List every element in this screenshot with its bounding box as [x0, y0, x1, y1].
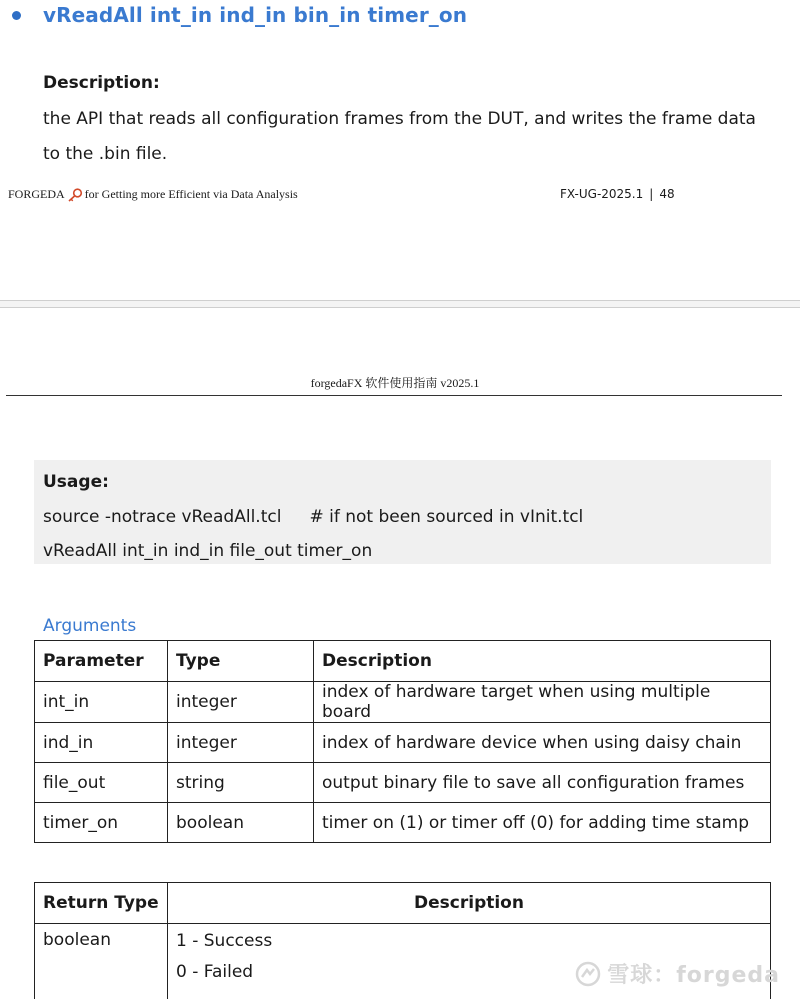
return-value-success: 1 - Success [176, 931, 273, 951]
description-line-1: the API that reads all configuration frames from the DUT, and writes the frame data [43, 109, 756, 129]
footer-tagline: for Getting more Efficient via Data Analysis [84, 187, 298, 201]
return-type-value: boolean [35, 924, 168, 999]
header-parameter: Parameter [35, 641, 168, 682]
arguments-title: Arguments [43, 616, 137, 636]
bullet-icon [12, 11, 21, 20]
param-name: int_in [35, 682, 168, 723]
footer-page-number: 48 [659, 187, 675, 201]
table-row [35, 682, 771, 723]
table-row [35, 763, 771, 803]
watermark [575, 958, 780, 989]
usage-line-1 [43, 507, 583, 527]
footer-doc-id: FX-UG-2025.1 [560, 187, 644, 201]
snowball-logo-icon [575, 961, 601, 987]
page-footer [8, 187, 800, 207]
watermark-text: 雪球：forgeda [607, 963, 780, 988]
key-icon [67, 188, 83, 202]
footer-page-info [560, 187, 675, 201]
heading-title: vReadAll int_in ind_in bin_in timer_on [43, 3, 468, 27]
return-value-failed: 0 - Failed [176, 962, 254, 982]
param-type: integer [168, 682, 314, 723]
param-description: timer on (1) or timer off (0) for adding time stamp [314, 803, 771, 843]
param-description: index of hardware target when using multiple board [314, 682, 771, 723]
param-name: timer_on [35, 803, 168, 843]
table-row [35, 723, 771, 763]
param-description: output binary file to save all configuration frames [314, 763, 771, 803]
usage-command-source: source -notrace vReadAll.tcl [43, 507, 282, 527]
table-header-row [35, 883, 771, 924]
param-type: boolean [168, 803, 314, 843]
param-description: index of hardware device when using daisy chain [314, 723, 771, 763]
header-rule [6, 395, 782, 396]
section-heading [12, 0, 467, 30]
usage-comment: # if not been sourced in vInit.tcl [309, 507, 584, 527]
header-return-type: Return Type [35, 883, 168, 924]
page-break-divider [0, 300, 800, 308]
param-type: integer [168, 723, 314, 763]
footer-brand-group [8, 187, 298, 202]
table-row [35, 803, 771, 843]
table-header-row [35, 641, 771, 682]
footer-separator: | [649, 187, 654, 201]
page-header: forgedaFX 软件使用指南 v2025.1 [310, 376, 480, 390]
header-return-description: Description [168, 883, 771, 924]
footer-brand: FORGEDA [8, 187, 65, 201]
usage-line-2: vReadAll int_in ind_in file_out timer_on [43, 541, 373, 561]
param-name: ind_in [35, 723, 168, 763]
header-type: Type [168, 641, 314, 682]
description-line-2: to the .bin file. [43, 144, 168, 164]
header-description: Description [314, 641, 771, 682]
param-name: file_out [35, 763, 168, 803]
usage-code-block [34, 460, 771, 564]
description-label: Description: [43, 73, 160, 93]
param-type: string [168, 763, 314, 803]
arguments-table [34, 640, 771, 843]
usage-label: Usage: [43, 472, 109, 492]
